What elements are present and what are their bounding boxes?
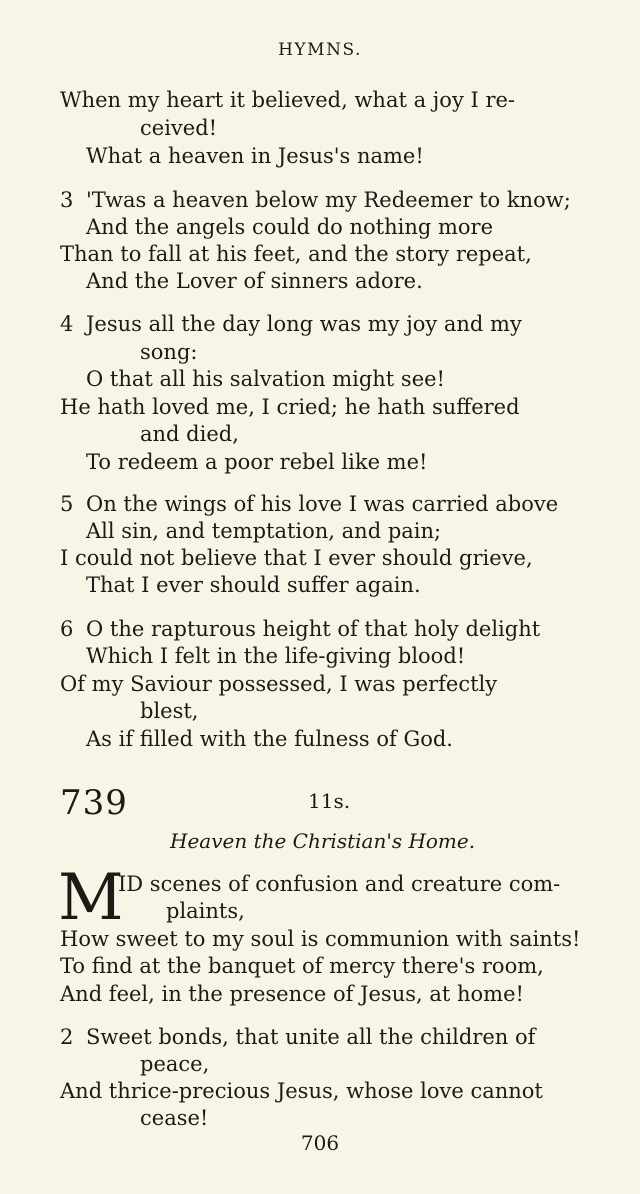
- verse-line: And feel, in the presence of Jesus, at home!: [60, 982, 524, 1006]
- verse-line: How sweet to my soul is communion with saints!: [60, 927, 581, 951]
- verse-line: And the Lover of sinners adore.: [86, 269, 423, 293]
- verse-line: Sweet bonds, that unite all the children of: [86, 1025, 536, 1049]
- stanza-number: 4: [60, 312, 74, 336]
- verse-line: Of my Saviour possessed, I was perfectly: [60, 672, 498, 696]
- verse-line: ID scenes of confusion and creature com-: [118, 872, 561, 896]
- verse-line: He hath loved me, I cried; he hath suffered: [60, 395, 520, 419]
- verse-line: Jesus all the day long was my joy and my: [86, 312, 522, 336]
- verse-line-continuation: blest,: [140, 699, 199, 723]
- verse-line-continuation: cease!: [140, 1106, 209, 1130]
- verse-line: On the wings of his love I was carried above: [86, 492, 559, 516]
- verse-line: O the rapturous height of that holy delight: [86, 617, 541, 641]
- verse-line-continuation: peace,: [140, 1052, 210, 1076]
- verse-line: 'Twas a heaven below my Redeemer to know;: [86, 188, 571, 212]
- running-header: HYMNS.: [278, 40, 362, 60]
- hymn-number: 739: [60, 783, 128, 823]
- stanza-number: 5: [60, 492, 74, 516]
- hymn-title: Heaven the Christian's Home.: [170, 829, 476, 853]
- verse-line-continuation: song:: [140, 340, 198, 364]
- verse-line: All sin, and temptation, and pain;: [86, 519, 442, 543]
- verse-line: To redeem a poor rebel like me!: [86, 450, 428, 474]
- hymn-meter: 11s.: [308, 789, 351, 813]
- verse-line-continuation: ceived!: [140, 116, 218, 140]
- verse-line: Than to fall at his feet, and the story repeat,: [60, 242, 532, 266]
- verse-line: Which I felt in the life-giving blood!: [86, 644, 466, 668]
- stanza-number: 3: [60, 188, 74, 212]
- verse-line: And thrice-precious Jesus, whose love cannot: [60, 1079, 543, 1103]
- verse-line: O that all his salvation might see!: [86, 367, 445, 391]
- verse-line: I could not believe that I ever should grieve,: [60, 546, 533, 570]
- verse-line-continuation: and died,: [140, 422, 239, 446]
- verse-line-continuation: plaints,: [166, 899, 245, 923]
- stanza-number: 6: [60, 617, 74, 641]
- verse-line: What a heaven in Jesus's name!: [86, 144, 424, 168]
- verse-line: When my heart it believed, what a joy I re-: [60, 88, 516, 112]
- drop-cap: M: [58, 861, 124, 935]
- page-number: 706: [300, 1131, 340, 1155]
- verse-line: To find at the banquet of mercy there's room,: [60, 954, 544, 978]
- verse-line: As if filled with the fulness of God.: [86, 727, 453, 751]
- verse-line: And the angels could do nothing more: [86, 215, 493, 239]
- verse-line: That I ever should suffer again.: [86, 573, 421, 597]
- stanza-number: 2: [60, 1025, 74, 1049]
